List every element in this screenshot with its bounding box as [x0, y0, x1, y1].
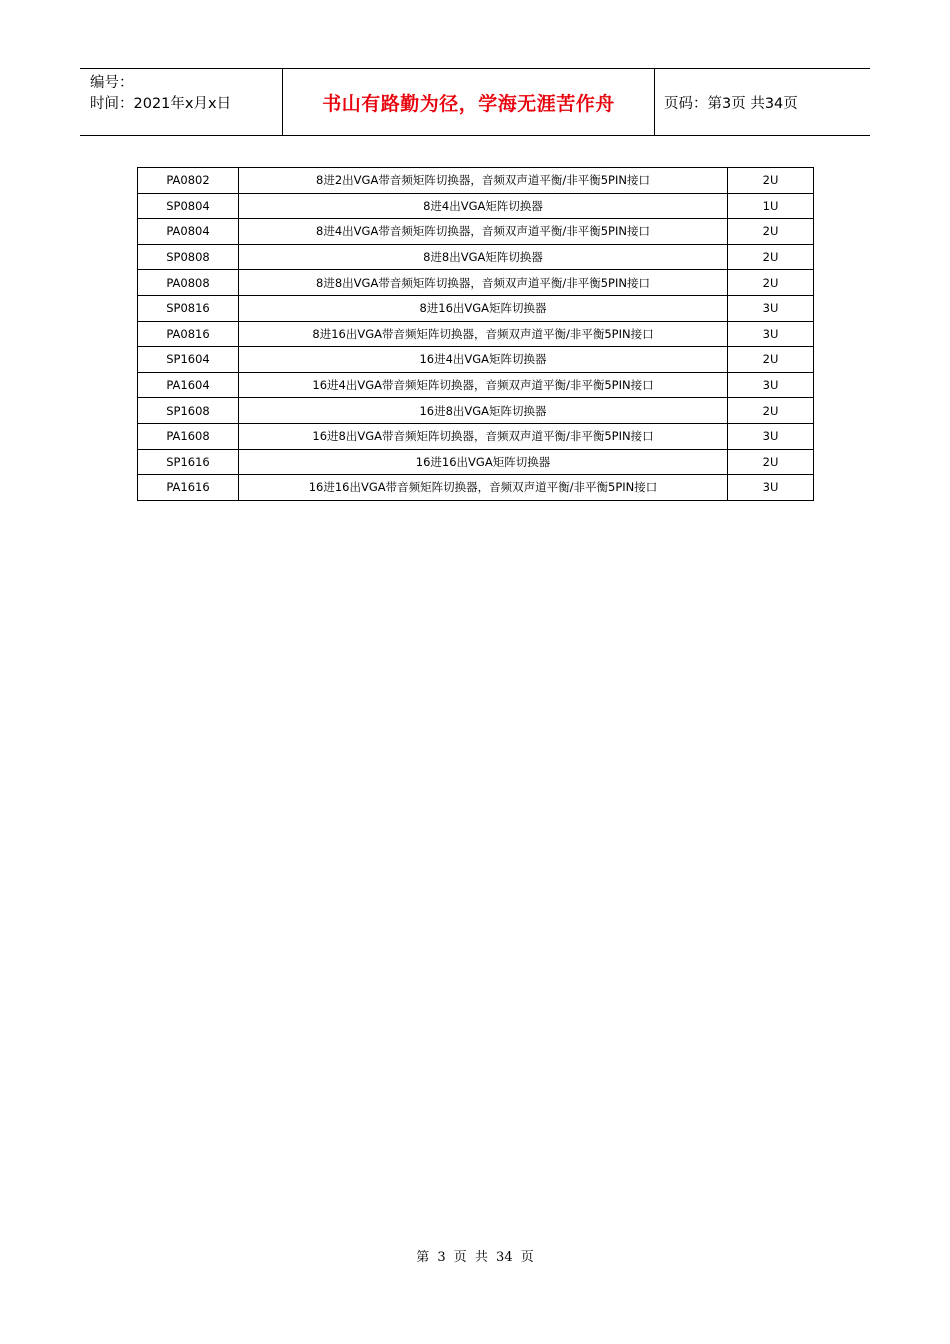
rack-size-cell: 3U: [728, 423, 814, 449]
model-cell: SP1616: [138, 449, 239, 475]
description-cell: 8进8出VGA带音频矩阵切换器，音频双声道平衡/非平衡5PIN接口: [239, 270, 728, 296]
model-cell: PA0804: [138, 219, 239, 245]
rack-size-cell: 3U: [728, 475, 814, 501]
description-cell: 16进8出VGA带音频矩阵切换器，音频双声道平衡/非平衡5PIN接口: [239, 423, 728, 449]
table-row: [138, 423, 814, 449]
product-table: [137, 167, 814, 501]
description-cell: 8进2出VGA带音频矩阵切换器，音频双声道平衡/非平衡5PIN接口: [239, 168, 728, 194]
table-row: [138, 244, 814, 270]
model-cell: SP0816: [138, 295, 239, 321]
number-label: 编号：: [90, 75, 134, 91]
table-row: [138, 219, 814, 245]
description-cell: 8进8出VGA矩阵切换器: [239, 244, 728, 270]
description-cell: 16进4出VGA带音频矩阵切换器，音频双声道平衡/非平衡5PIN接口: [239, 372, 728, 398]
rack-size-cell: 2U: [728, 219, 814, 245]
description-cell: 8进4出VGA带音频矩阵切换器，音频双声道平衡/非平衡5PIN接口: [239, 219, 728, 245]
model-cell: PA1616: [138, 475, 239, 501]
model-cell: SP0804: [138, 193, 239, 219]
rack-size-cell: 2U: [728, 398, 814, 424]
motto: 书山有路勤为径，学海无涯苦作舟: [282, 69, 655, 135]
rack-size-cell: 2U: [728, 449, 814, 475]
rack-size-cell: 1U: [728, 193, 814, 219]
table-row: [138, 475, 814, 501]
description-cell: 16进16出VGA带音频矩阵切换器，音频双声道平衡/非平衡5PIN接口: [239, 475, 728, 501]
rack-size-cell: 2U: [728, 270, 814, 296]
table-row: [138, 372, 814, 398]
model-cell: PA0808: [138, 270, 239, 296]
table-row: [138, 270, 814, 296]
table-row: [138, 321, 814, 347]
rack-size-cell: 3U: [728, 321, 814, 347]
table-row: [138, 295, 814, 321]
model-cell: SP0808: [138, 244, 239, 270]
description-cell: 16进16出VGA矩阵切换器: [239, 449, 728, 475]
model-cell: PA0802: [138, 168, 239, 194]
description-cell: 8进4出VGA矩阵切换器: [239, 193, 728, 219]
table-row: [138, 168, 814, 194]
rack-size-cell: 3U: [728, 372, 814, 398]
model-cell: SP1608: [138, 398, 239, 424]
table-row: [138, 449, 814, 475]
rack-size-cell: 3U: [728, 295, 814, 321]
rack-size-cell: 2U: [728, 347, 814, 373]
description-cell: 8进16出VGA带音频矩阵切换器，音频双声道平衡/非平衡5PIN接口: [239, 321, 728, 347]
model-cell: PA0816: [138, 321, 239, 347]
model-cell: PA1608: [138, 423, 239, 449]
time-label: 时间：2021年x月x日: [90, 96, 232, 112]
description-cell: 16进8出VGA矩阵切换器: [239, 398, 728, 424]
header-left: [80, 69, 282, 135]
table-row: [138, 347, 814, 373]
header-page-info: 页码：第3页 共34页: [664, 95, 798, 112]
rack-size-cell: 2U: [728, 244, 814, 270]
description-cell: 16进4出VGA矩阵切换器: [239, 347, 728, 373]
page-header: [80, 68, 870, 136]
rack-size-cell: 2U: [728, 168, 814, 194]
model-cell: SP1604: [138, 347, 239, 373]
table-row: [138, 398, 814, 424]
description-cell: 8进16出VGA矩阵切换器: [239, 295, 728, 321]
footer-page-number: 第 3 页 共 34 页: [416, 1250, 534, 1265]
table-row: [138, 193, 814, 219]
product-table-body: [138, 168, 814, 501]
model-cell: PA1604: [138, 372, 239, 398]
